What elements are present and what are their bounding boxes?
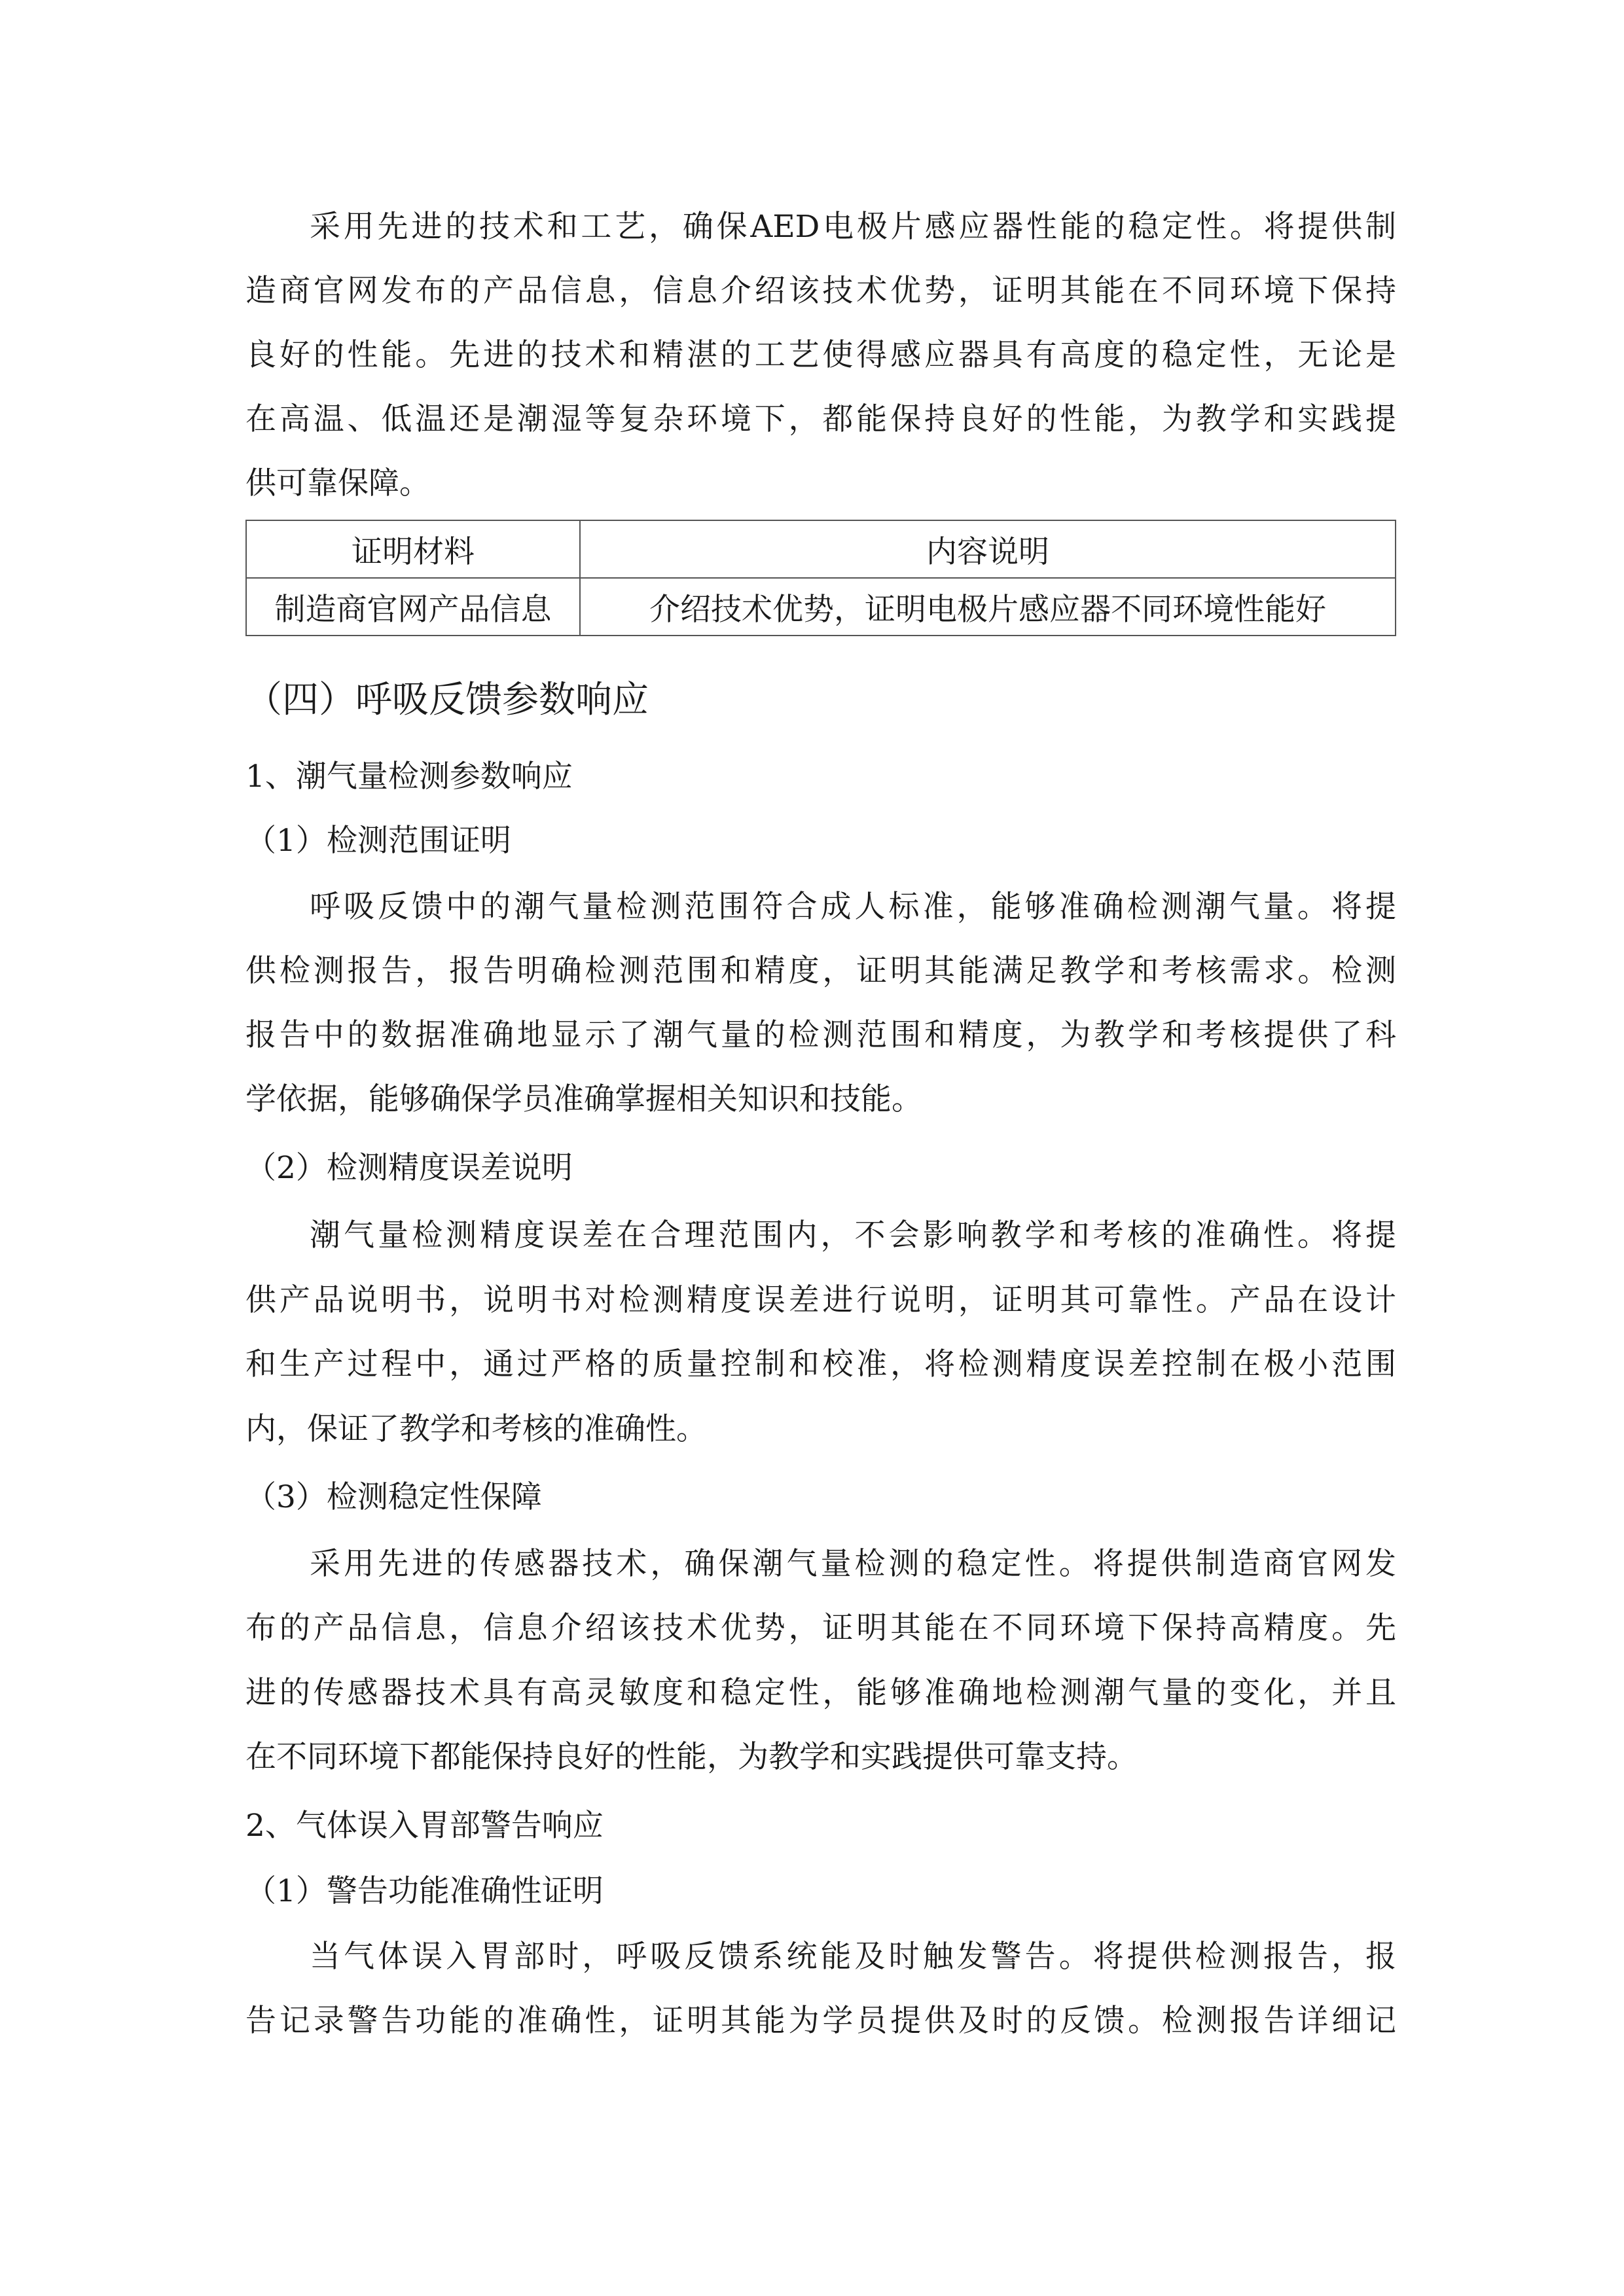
item-title: （1）检测范围证明: [245, 823, 511, 859]
paragraph-line: 良好的性能。先进的技术和精湛的工艺使得感应器具有高度的稳定性，无论是: [245, 337, 1396, 373]
paragraph-line: 供可靠保障。: [245, 465, 430, 501]
evidence-table: [245, 520, 1396, 636]
paragraph-line: 当气体误入胃部时，呼吸反馈系统能及时触发警告。将提供检测报告，报: [310, 1939, 1396, 1975]
table-header-row: [246, 520, 1396, 578]
paragraph-line: 布的产品信息，信息介绍该技术优势，证明其能在不同环境下保持高精度。先: [245, 1610, 1396, 1646]
paragraph-line: 进的传感器技术具有高灵敏度和稳定性，能够准确地检测潮气量的变化，并且: [245, 1675, 1396, 1711]
section-heading: （四）呼吸反馈参数响应: [245, 679, 649, 721]
paragraph-line: 供检测报告，报告明确检测范围和精度，证明其能满足教学和考核需求。检测: [245, 953, 1396, 989]
item-title: （3）检测稳定性保障: [245, 1479, 542, 1515]
paragraph-line: 造商官网发布的产品信息，信息介绍该技术优势，证明其能在不同环境下保持: [245, 273, 1396, 309]
paragraph-line: 告记录警告功能的准确性，证明其能为学员提供及时的反馈。检测报告详细记: [245, 2003, 1396, 2039]
paragraph-line: 供产品说明书，说明书对检测精度误差进行说明，证明其可靠性。产品在设计: [245, 1282, 1396, 1318]
table-row: [246, 578, 1396, 636]
paragraph-line: 在高温、低温还是潮湿等复杂环境下，都能保持良好的性能，为教学和实践提: [245, 401, 1396, 437]
subsection-title: 1、潮气量检测参数响应: [245, 759, 573, 795]
table-cell: 介绍技术优势，证明电极片感应器不同环境性能好: [580, 578, 1396, 636]
paragraph-line: 报告中的数据准确地显示了潮气量的检测范围和精度，为教学和考核提供了科: [245, 1017, 1396, 1053]
table-cell: 制造商官网产品信息: [246, 578, 580, 636]
subsection-title: 2、气体误入胃部警告响应: [245, 1808, 604, 1844]
paragraph-line: 内，保证了教学和考核的准确性。: [245, 1411, 707, 1447]
table-header-cell: 证明材料: [246, 520, 580, 578]
table-header-cell: 内容说明: [580, 520, 1396, 578]
paragraph-line: 潮气量检测精度误差在合理范围内，不会影响教学和考核的准确性。将提: [310, 1217, 1396, 1253]
paragraph-line: 呼吸反馈中的潮气量检测范围符合成人标准，能够准确检测潮气量。将提: [310, 889, 1396, 925]
paragraph-line: 在不同环境下都能保持良好的性能，为教学和实践提供可靠支持。: [245, 1739, 1138, 1775]
paragraph-line: 学依据，能够确保学员准确掌握相关知识和技能。: [245, 1081, 922, 1117]
paragraph-line: 采用先进的技术和工艺，确保AED电极片感应器性能的稳定性。将提供制: [310, 209, 1396, 245]
item-title: （1）警告功能准确性证明: [245, 1873, 604, 1909]
paragraph-line: 采用先进的传感器技术，确保潮气量检测的稳定性。将提供制造商官网发: [310, 1546, 1396, 1582]
item-title: （2）检测精度误差说明: [245, 1150, 573, 1186]
paragraph-line: 和生产过程中，通过严格的质量控制和校准，将检测精度误差控制在极小范围: [245, 1346, 1396, 1382]
